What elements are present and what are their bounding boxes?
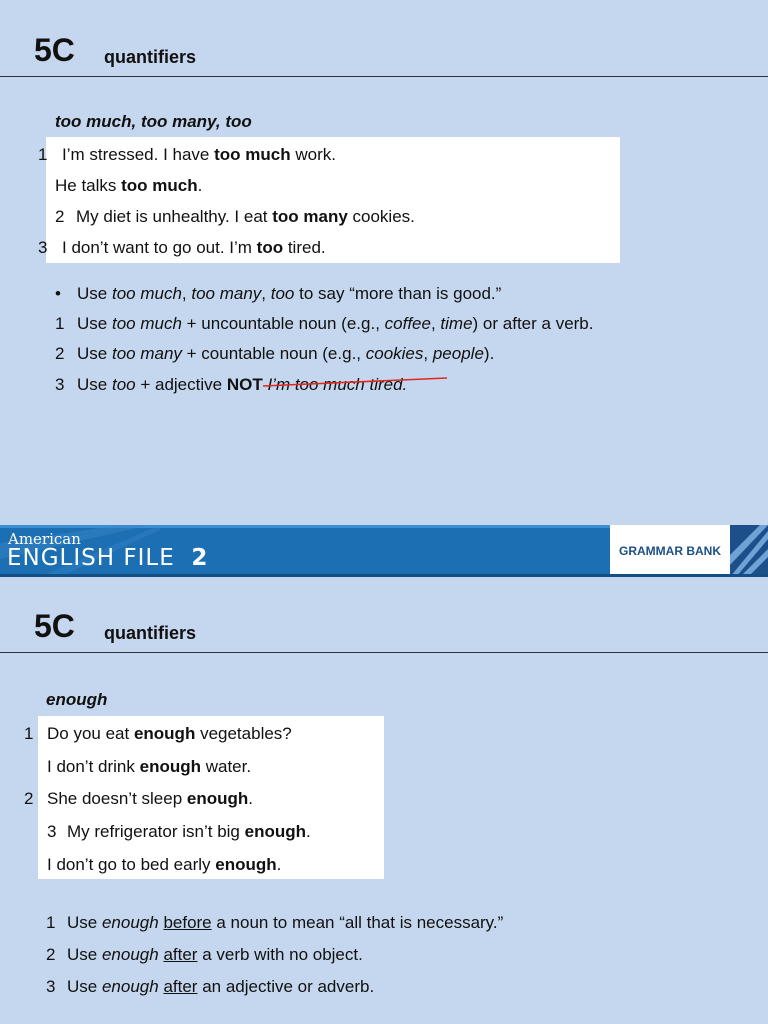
example-2-number: 2 [55,207,65,226]
example-3-number: 3 [38,238,48,257]
enough-note-2-number: 2 [46,945,56,964]
brand-banner [0,525,768,577]
enough-example-3b: I don’t go to bed early enough. [47,855,282,874]
unit-number: 5C [34,32,75,68]
enough-example-3: My refrigerator isn’t big enough. [67,822,311,841]
enough-note-1: Use enough before a noun to mean “all that is necessary.” [67,913,504,932]
enough-note-1-number: 1 [46,913,56,932]
example-1b: He talks too much. [55,176,203,195]
note-2: Use too many + countable noun (e.g., cookies, people). [77,344,495,363]
banner-bottom-stripe [0,574,768,577]
note-1: Use too much + uncountable noun (e.g., coffee, time) or after a verb. [77,314,594,333]
enough-note-2: Use enough after a verb with no object. [67,945,363,964]
unit-number-2: 5C [34,608,75,644]
grammar-bank-badge [610,525,730,577]
strikethrough-line [261,377,451,389]
enough-example-2-number: 2 [24,789,34,808]
example-2: My diet is unhealthy. I eat too many cookies. [76,207,415,226]
grammar-bank-label: GRAMMAR BANK [619,544,721,558]
subheading-2: enough [46,690,108,709]
enough-note-3-number: 3 [46,977,56,996]
example-1-number: 1 [38,145,48,164]
example-1: I’m stressed. I have too much work. [62,145,336,164]
enough-example-3-number: 3 [47,822,57,841]
enough-note-3: Use enough after an adjective or adverb. [67,977,375,996]
note-bullet: • [55,284,61,303]
enough-example-1b: I don’t drink enough water. [47,757,252,776]
banner-rays-right [730,525,768,577]
note-1-number: 1 [55,314,65,333]
header-divider [0,76,768,77]
enough-example-2: She doesn’t sleep enough. [47,789,254,808]
subheading: too much, too many, too [55,112,252,131]
header-divider-2 [0,652,768,653]
brand-small-text: American [8,530,81,548]
topic-title-2: quantifiers [104,623,197,643]
topic-title: quantifiers [104,47,197,67]
enough-example-1: Do you eat enough vegetables? [47,724,292,743]
note-2-number: 2 [55,344,65,363]
note-3: Use too + adjective NOT I’m too much tired. [77,375,407,395]
note-3-number: 3 [55,375,65,394]
enough-example-1-number: 1 [24,724,34,743]
example-3: I don’t want to go out. I’m too tired. [62,238,326,257]
note-general: Use too much, too many, too to say “more than is good.” [77,284,502,303]
brand-level: 2 [191,545,209,571]
brand-title: ENGLISH FILE 2 [7,545,209,571]
wrong-example: I’m too much tired. [267,375,407,394]
